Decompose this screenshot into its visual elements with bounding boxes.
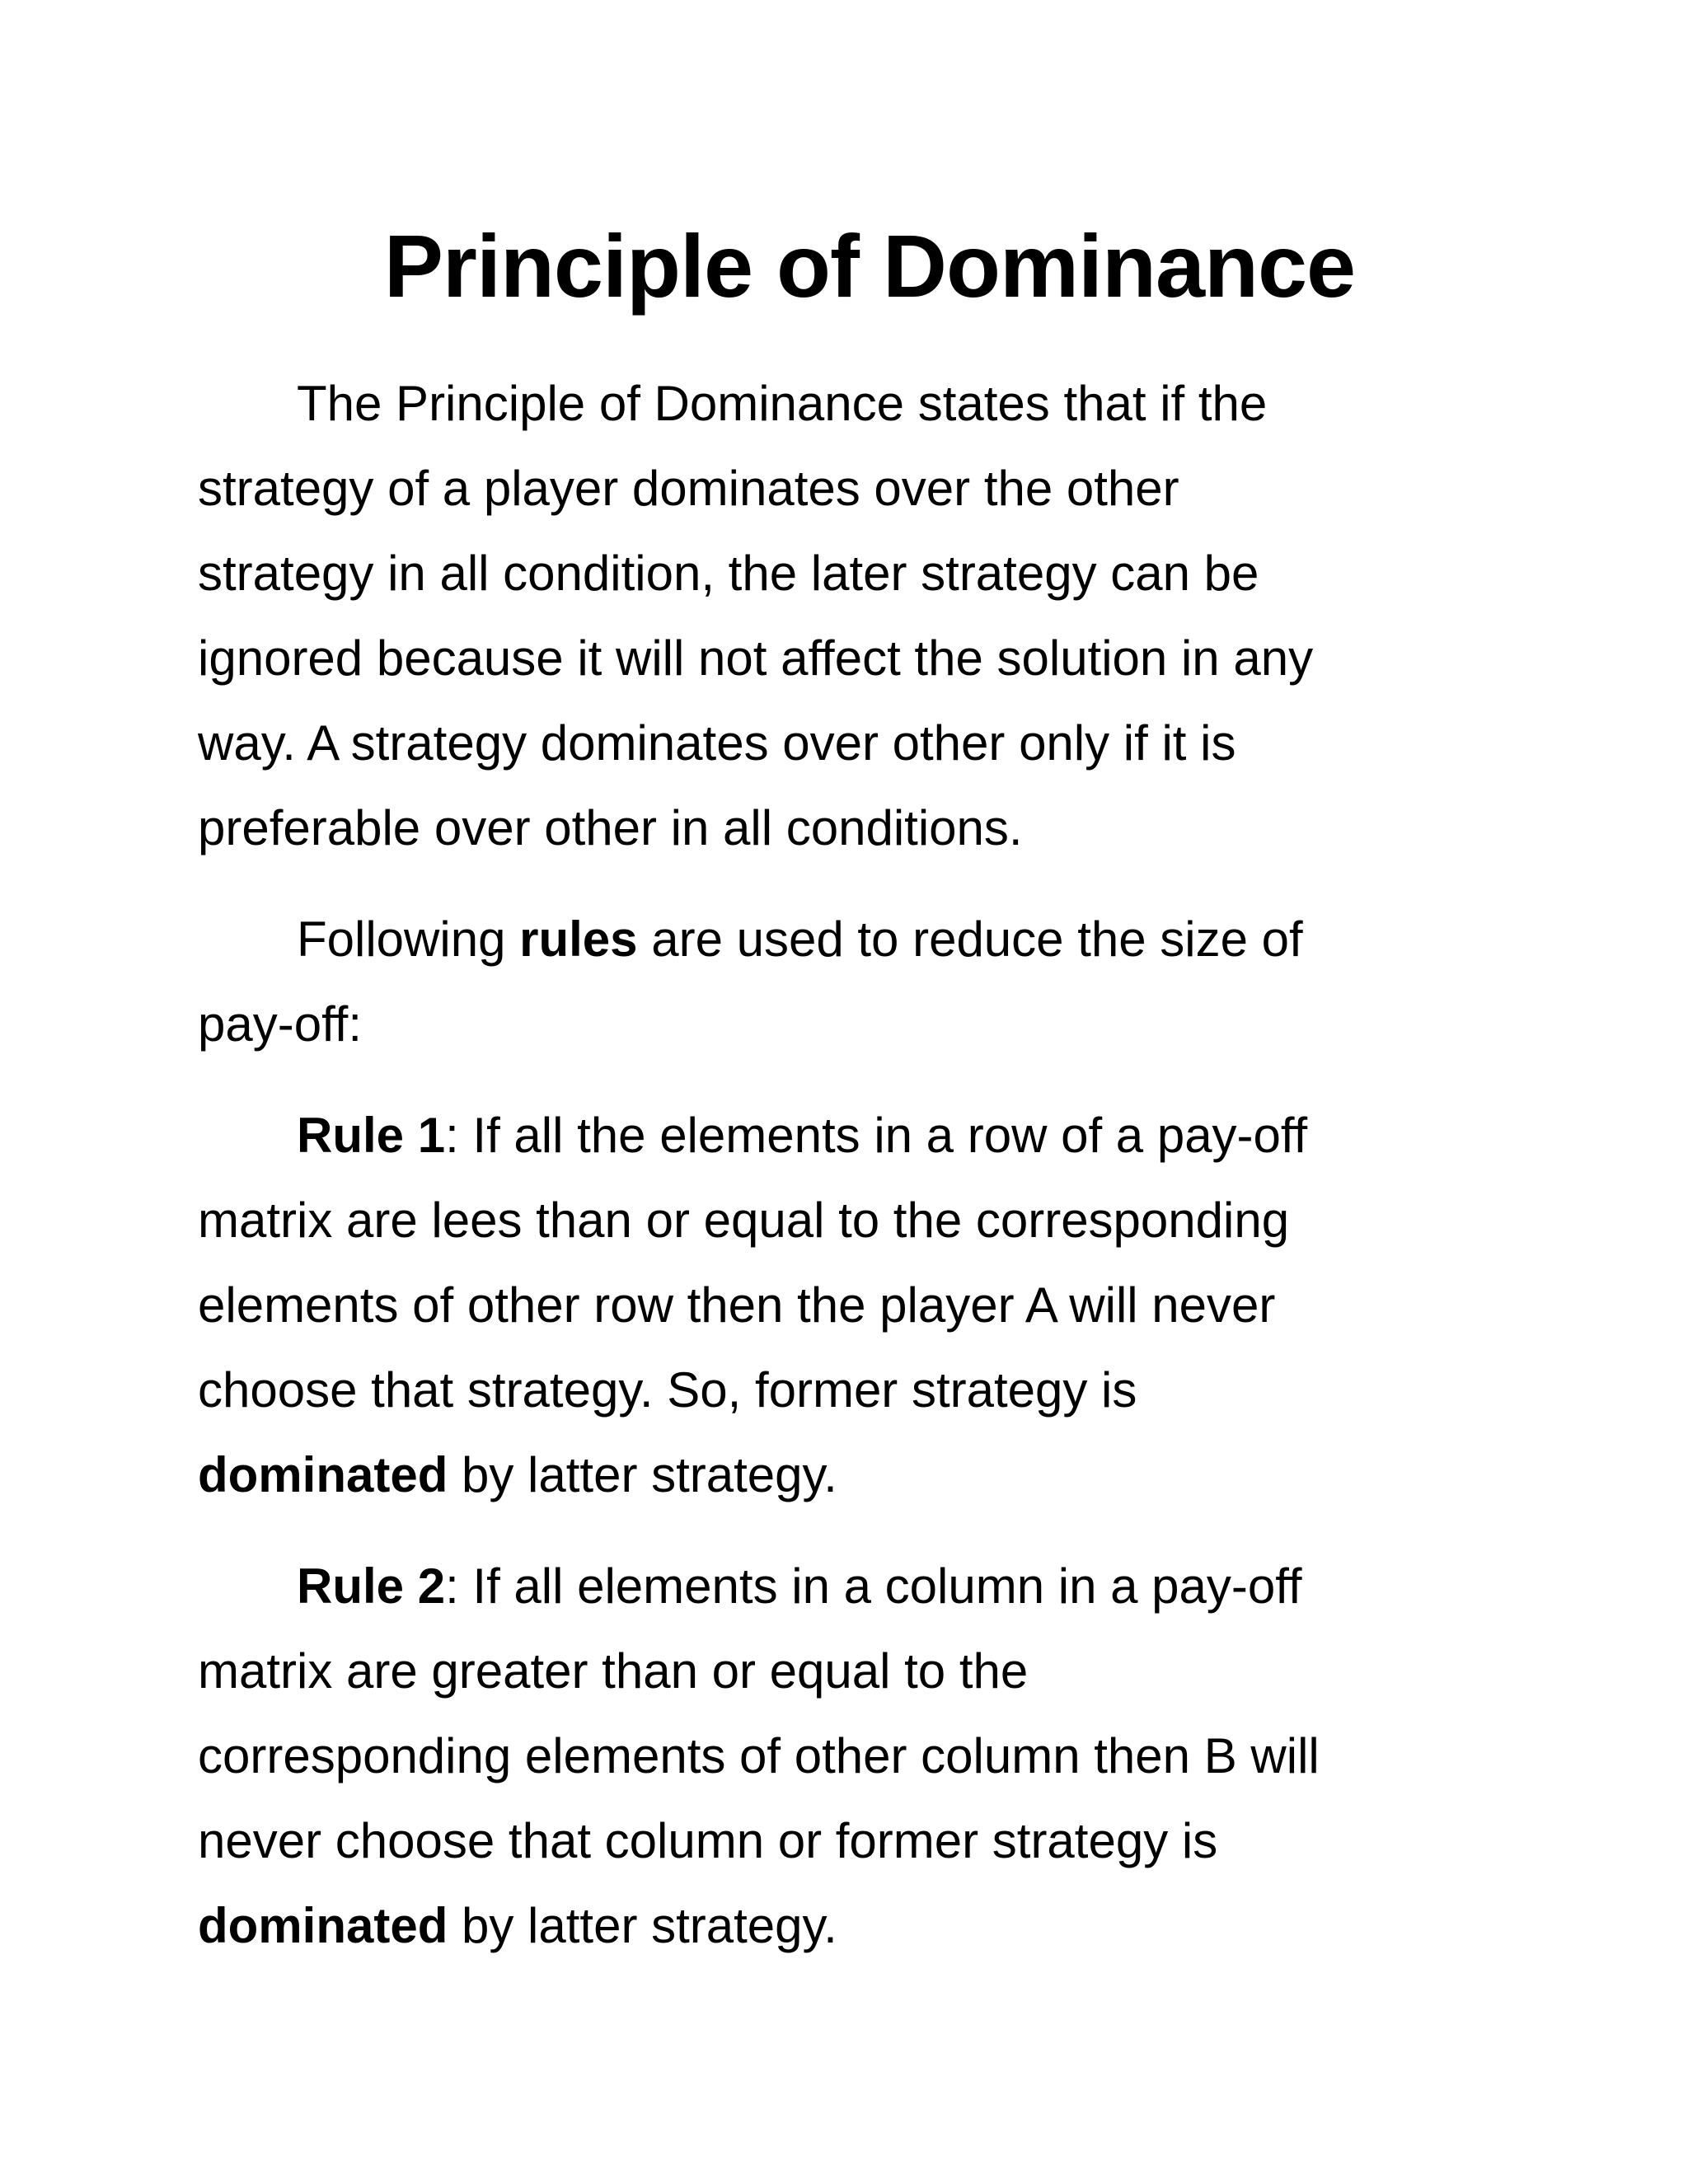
rules-intro-paragraph bbox=[198, 897, 1517, 1066]
document-title: Principle of Dominance bbox=[383, 216, 1356, 316]
rule-2-line-4: never choose that column or former strategy is bbox=[198, 1813, 1218, 1868]
rule-1-bold-word: dominated bbox=[198, 1447, 448, 1502]
rules-intro-bold: rules bbox=[519, 912, 638, 967]
rules-intro-after: are used to reduce the size of bbox=[637, 912, 1303, 967]
document-page bbox=[198, 204, 1517, 1968]
rule-2-line-5-rest: by latter strategy. bbox=[448, 1898, 837, 1953]
intro-line-2: strategy of a player dominates over the other bbox=[198, 461, 1179, 516]
rule-2-line-1 bbox=[198, 1544, 1517, 1629]
rule-2-bold-word: dominated bbox=[198, 1898, 448, 1953]
rule-2-label: Rule 2 bbox=[297, 1558, 446, 1614]
rule-2-line-3: corresponding elements of other column then B will bbox=[198, 1728, 1320, 1783]
rules-intro-line-1 bbox=[198, 897, 1517, 982]
rule-1-line-5-rest: by latter strategy. bbox=[448, 1447, 837, 1502]
rule-1-line-5 bbox=[198, 1432, 1517, 1517]
intro-line-1: The Principle of Dominance states that if the bbox=[297, 376, 1268, 431]
intro-line-4: ignored because it will not affect the solution in any bbox=[198, 630, 1314, 686]
rule-2-line-5 bbox=[198, 1883, 1517, 1968]
rule-1-paragraph bbox=[198, 1093, 1517, 1517]
intro-line-5: way. A strategy dominates over other only if it is bbox=[198, 715, 1236, 771]
rule-1-line-3: elements of other row then the player A will never bbox=[198, 1277, 1276, 1333]
rule-1-text: : If all the elements in a row of a pay-off bbox=[445, 1108, 1308, 1163]
rule-2-text: : If all elements in a column in a pay-off bbox=[445, 1558, 1302, 1614]
rule-2-line-2: matrix are greater than or equal to the bbox=[198, 1643, 1029, 1699]
intro-paragraph bbox=[198, 361, 1517, 870]
rules-intro-before: Following bbox=[297, 912, 520, 967]
rule-1-label: Rule 1 bbox=[297, 1108, 446, 1163]
rule-1-line-2: matrix are lees than or equal to the corresponding bbox=[198, 1193, 1290, 1248]
intro-line-6: preferable over other in all conditions. bbox=[198, 800, 1023, 855]
rules-intro-line-2: pay-off: bbox=[198, 996, 363, 1052]
rule-1-line-4: choose that strategy. So, former strategy is bbox=[198, 1362, 1137, 1418]
rule-1-line-1 bbox=[198, 1093, 1517, 1178]
rule-2-paragraph bbox=[198, 1544, 1517, 1968]
intro-line-3: strategy in all condition, the later strategy can be bbox=[198, 546, 1259, 601]
